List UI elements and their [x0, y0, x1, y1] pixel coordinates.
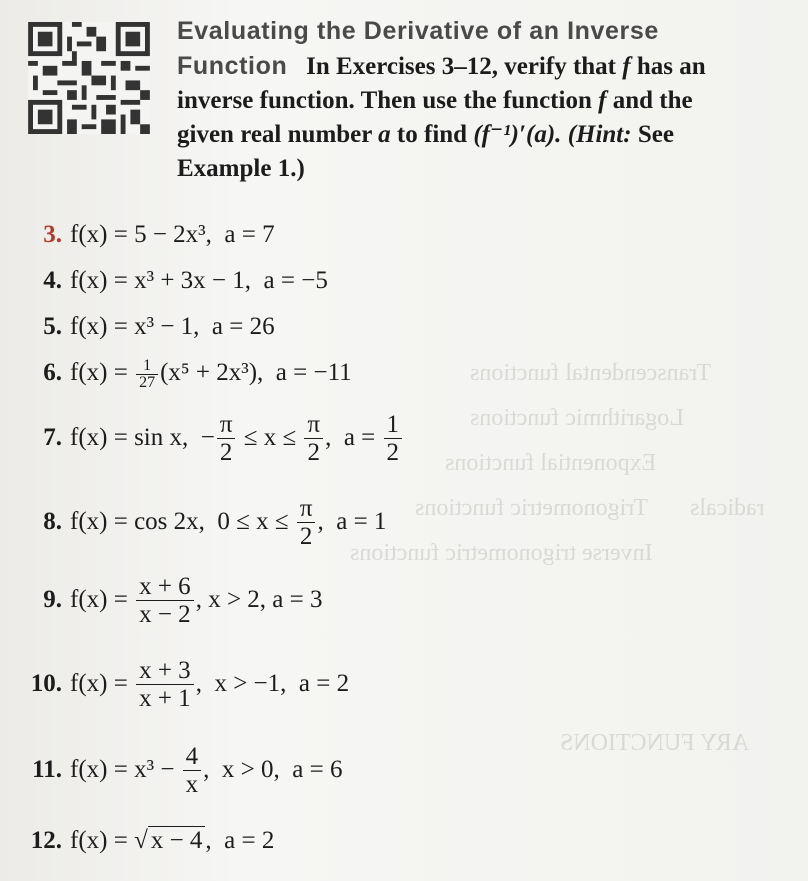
fraction: $\frac{4}{x}$	[183, 744, 202, 799]
section-title-cont: Function	[177, 52, 288, 80]
exercise-expression: f(x) = x³ − $\frac{4}{x}$ , x > 0, a = 6	[70, 743, 343, 798]
exercise-number: 7.	[43, 424, 62, 452]
square-root: √ x − 4	[134, 826, 205, 856]
bleed-through-text: radicals	[690, 495, 765, 521]
fraction: $\frac{\pi}{2}$	[297, 496, 316, 551]
fraction: $\frac{\pi}{2}$	[304, 412, 323, 467]
exercise-expression: f(x) = 5 − 2x³, a = 7	[70, 221, 275, 248]
exercise-expression: f(x) = $\frac{1}{27}$ (x⁵ + 2x³), a = −11	[70, 357, 352, 391]
exercise-expression: f(x) = sin x, − $\frac{\pi}{2}$ ≤ x ≤ $\frac{\pi}{2}$ , a = $\frac{1}{2}$	[70, 412, 404, 467]
exercise-number: 3.	[43, 221, 62, 248]
section-title: Evaluating the Derivative of an Inverse	[177, 17, 659, 45]
exercise-expression: f(x) = x³ − 1, a = 26	[70, 313, 275, 340]
exercise-item	[0, 358, 352, 391]
exercise-instructions	[177, 14, 789, 186]
fraction: $\frac{x + 6}{x - 2}$	[136, 574, 194, 629]
exercise-item	[0, 658, 349, 713]
bleed-through-text: Inverse trigonometric functions	[350, 540, 653, 566]
exercise-number: 9.	[43, 586, 62, 614]
fraction: $\frac{1}{27}$	[136, 358, 158, 391]
exercise-expression: f(x) = $\frac{x + 6}{x - 2}$ , x > 2, a = 3	[70, 573, 323, 628]
fraction: $\frac{1}{2}$	[384, 412, 403, 467]
exercise-item	[0, 744, 342, 799]
exercise-item	[0, 574, 323, 629]
exercise-number: 6.	[43, 359, 62, 387]
instruction-text: inverse function. Then use the function f and the	[177, 87, 693, 114]
exercise-number: 10.	[30, 670, 62, 698]
exercise-item	[0, 220, 275, 250]
instruction-text: given real number a to find (f⁻¹)′(a). (Hint: See	[177, 121, 674, 148]
bleed-through-text: Exponential functions	[445, 450, 657, 476]
exercise-item	[0, 496, 386, 551]
exercise-item	[0, 826, 274, 856]
exercise-expression: f(x) = √ x − 4 , a = 2	[70, 827, 275, 854]
exercise-item	[0, 266, 328, 296]
exercise-item	[0, 312, 275, 342]
bleed-through-text: Trigonometric functions	[415, 495, 649, 521]
exercise-number: 5.	[43, 313, 62, 340]
qr-code-icon[interactable]	[28, 22, 150, 134]
exercise-expression: f(x) = x³ + 3x − 1, a = −5	[70, 267, 328, 294]
instruction-text: Example 1.)	[177, 155, 305, 182]
exercise-expression: f(x) = cos 2x, 0 ≤ x ≤ $\frac{\pi}{2}$ , a = 1	[70, 495, 387, 550]
instruction-text: In Exercises 3–12, verify that f has an	[306, 53, 706, 80]
exercise-number: 11.	[32, 756, 62, 784]
exercise-number: 8.	[43, 508, 62, 536]
exercise-expression: f(x) = $\frac{x + 3}{x + 1}$ , x > −1, a = 2	[70, 657, 350, 712]
fraction: $\frac{\pi}{2}$	[217, 412, 236, 467]
bleed-through-text: ARY FUNCTIONS	[560, 730, 750, 756]
exercise-number: 12.	[30, 827, 62, 854]
fraction: $\frac{x + 3}{x + 1}$	[136, 658, 194, 713]
bleed-through-text: Logarithmic functions	[470, 405, 684, 431]
exercise-item	[0, 412, 404, 467]
exercise-number: 4.	[43, 267, 62, 294]
bleed-through-text: Transcendental functions	[470, 360, 712, 386]
